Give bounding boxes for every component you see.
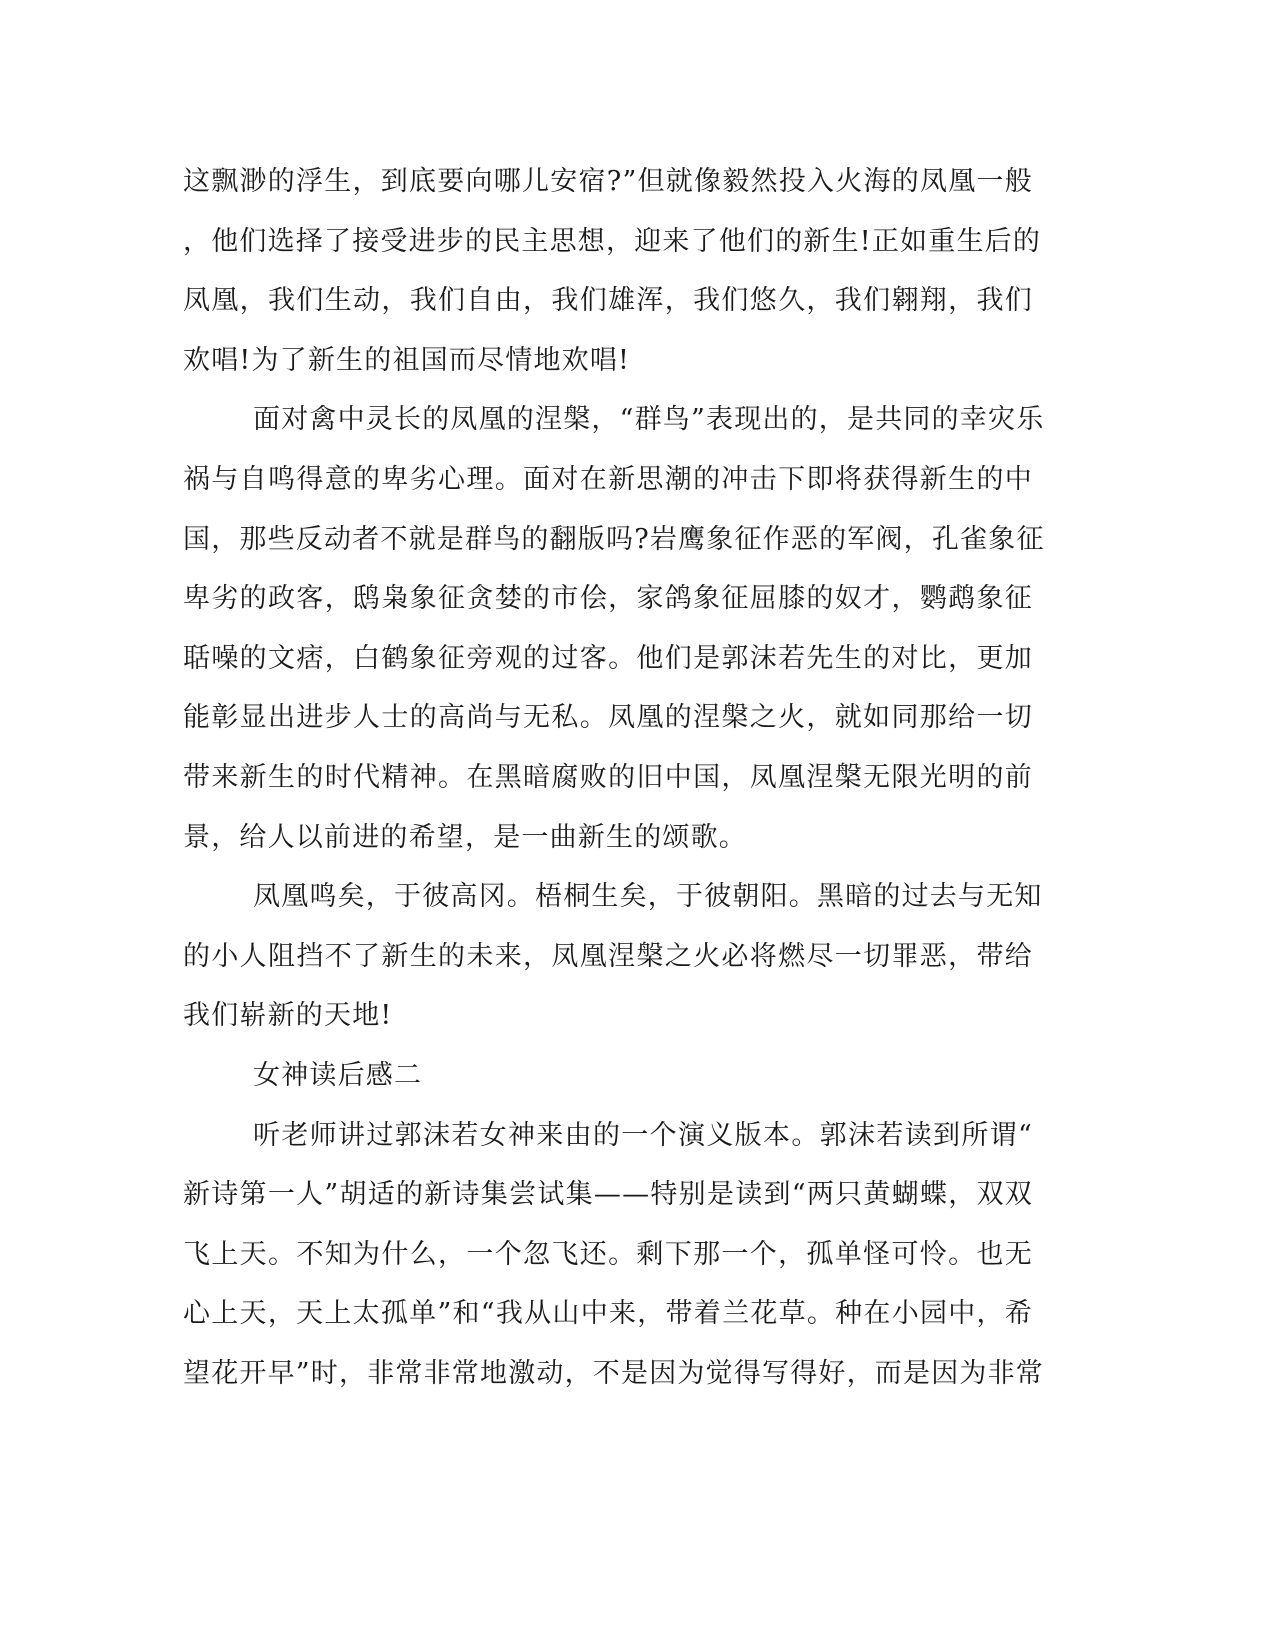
text-line: 的小人阻挡不了新生的未来，凤凰涅槃之火必将燃尽一切罪恶，带给 xyxy=(183,940,1033,972)
document-body xyxy=(183,160,1045,1411)
text-line: 飞上天。不知为什么，一个忽飞还。剩下那一个，孤单怪可怜。也无 xyxy=(183,1238,1033,1270)
text-line: 望花开早”时，非常非常地激动，不是因为觉得写得好，而是因为非常 xyxy=(183,1357,1045,1389)
paragraph-first-line: 凤凰鸣矣，于彼高冈。梧桐生矣，于彼朝阳。黑暗的过去与无知 xyxy=(253,881,1043,913)
text-line: 带来新生的时代精神。在黑暗腐败的旧中国，凤凰涅槃无限光明的前 xyxy=(183,761,1033,793)
section-heading: 女神读后感二 xyxy=(253,1059,423,1091)
text-line: 祸与自鸣得意的卑劣心理。面对在新思潮的冲击下即将获得新生的中 xyxy=(183,463,1033,495)
text-line: 我们崭新的天地! xyxy=(183,1000,393,1032)
text-line: 凤凰，我们生动，我们自由，我们雄浑，我们悠久，我们翱翔，我们 xyxy=(183,285,1033,317)
text-line: 这飘渺的浮生，到底要向哪儿安宿?”但就像毅然投入火海的凤凰一般 xyxy=(183,166,1033,197)
text-line: 国，那些反动者不就是群鸟的翻版吗?岩鹰象征作恶的军阀，孔雀象征 xyxy=(183,523,1045,555)
text-line: 卑劣的政客，鸱枭象征贪婪的市侩，家鸽象征屈膝的奴才，鹦鹉象征 xyxy=(183,583,1033,615)
paragraph-first-line: 听老师讲过郭沫若女神来由的一个演义版本。郭沫若读到所谓“ xyxy=(253,1119,1033,1151)
text-line: 欢唱!为了新生的祖国而尽情地欢唱! xyxy=(183,344,631,376)
text-line: 能彰显出进步人士的高尚与无私。凤凰的涅槃之火，就如同那给一切 xyxy=(183,702,1033,734)
text-line: ，他们选择了接受进步的民主思想，迎来了他们的新生!正如重生后的 xyxy=(183,225,1042,257)
text-line: 心上天，天上太孤单”和“我从山中来，带着兰花草。种在小园中，希 xyxy=(183,1298,1033,1330)
text-line: 新诗第一人”胡适的新诗集尝试集——特别是读到“两只黄蝴蝶，双双 xyxy=(183,1179,1033,1211)
text-line: 聒噪的文痞，白鹤象征旁观的过客。他们是郭沫若先生的对比，更加 xyxy=(183,642,1033,674)
paragraph-first-line: 面对禽中灵长的凤凰的涅槃，“群鸟”表现出的，是共同的幸灾乐 xyxy=(253,404,1045,436)
text-line: 景，给人以前进的希望，是一曲新生的颂歌。 xyxy=(183,821,747,853)
